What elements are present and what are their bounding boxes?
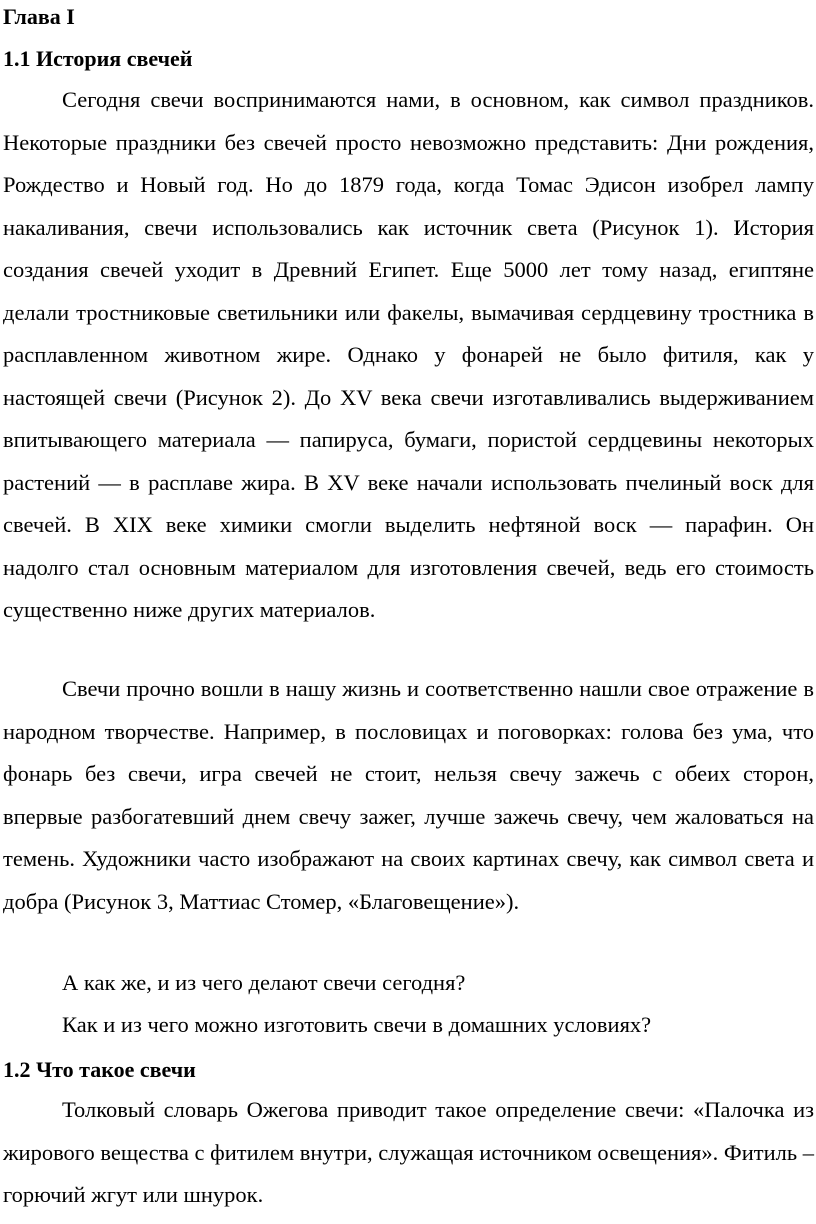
paragraph-definition: Толковый словарь Ожегова приводит такое определение свечи: «Палочка из жирового вещества с фитилем внутри, служащая источником освещения». Фитиль – горючий жгут или шнурок.	[3, 1097, 814, 1207]
section-title-1-2: 1.2 Что такое свечи	[3, 1057, 196, 1082]
section-title-1-1: 1.1 История свечей	[3, 46, 193, 71]
paragraph-history: Сегодня свечи воспринимаются нами, в основном, как символ праздников. Некоторые праздники без свечей просто невозможно представить: Дни рождения, Рождество и Новый год. Но до 1879 года, когда Томас Эдисон изобрел лампу накаливания, свечи использовались как источник света (Рисунок 1). История создания свечей уходит в Древний Египет. Еще 5000 лет тому назад, египтяне делали тростниковые светильники или факелы, вымачивая сердцевину тростника в расплавленном животном жире. Однако у фонарей не было фитиля, как у настоящей свечи (Рисунок 2). До XV века свечи изготавливались выдерживанием впитывающего материала — папируса, бумаги, пористой сердцевины некоторых растений — в расплаве жира. В XV веке начали использовать пчелиный воск для свечей. В XIX веке химики смогли выделить нефтяной воск — парафин. Он надолго стал основным материалом для изготовления свечей, ведь его стоимость существенно ниже других материалов.	[3, 87, 814, 622]
paragraph-folk-art: Свечи прочно вошли в нашу жизнь и соответственно нашли свое отражение в народном творчестве. Например, в пословицах и поговорках: голова без ума, что фонарь без свечи, игра свечей не стоит, нельзя свечу зажечь с обеих сторон, впервые разбогатевший днем свечу зажег, лучше зажечь свечу, чем жаловаться на темень. Художники часто изображают на своих картинах свечу, как символ света и добра (Рисунок 3, Маттиас Стомер, «Благовещение»).	[3, 676, 814, 914]
paragraph-question-2: Как и из чего можно изготовить свечи в домашних условиях?	[62, 1012, 652, 1037]
paragraph-question-1: А как же, и из чего делают свечи сегодня?	[62, 970, 466, 995]
chapter-title: Глава I	[3, 4, 75, 29]
